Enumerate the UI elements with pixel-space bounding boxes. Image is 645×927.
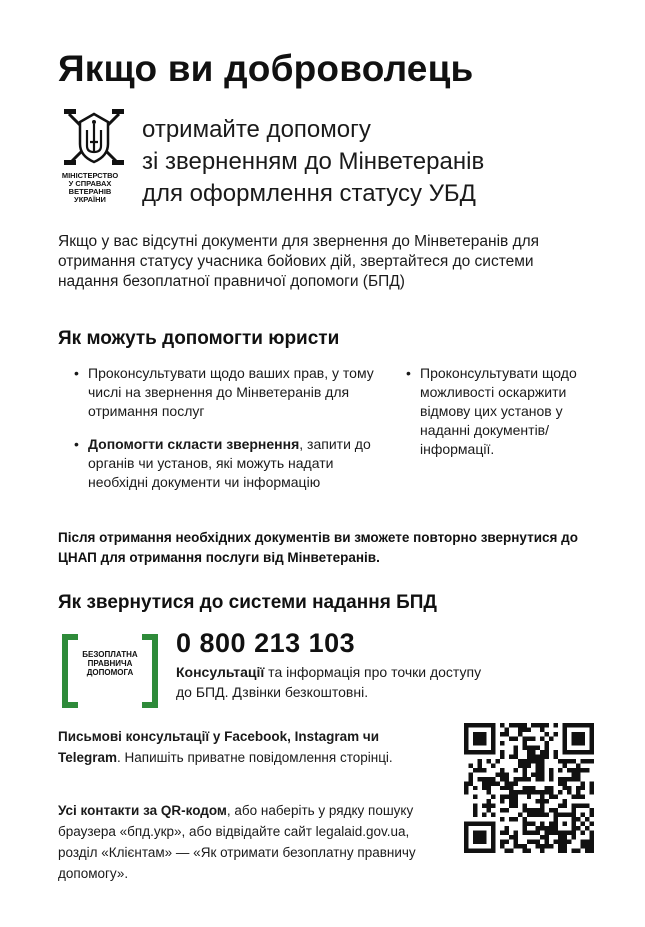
main-title: Якщо ви доброволець [58, 48, 474, 89]
list-item-text: , запити до органів чи установ, які можуть надати необхідні документи чи інформацію [88, 436, 371, 490]
logo-line: ПРАВНИЧА [87, 659, 133, 668]
ministry-logo [55, 108, 137, 204]
subtitle-line: зі зверненням до Мінветеранів [142, 148, 485, 175]
bpd-heading: Як звернутися до системи надання БПД [58, 592, 437, 613]
list-item-bold: Допомогти скласти звернення [88, 436, 300, 452]
contacts-bold: Усі контакти за QR-кодом [58, 803, 227, 818]
qr-code-icon[interactable] [464, 723, 594, 853]
contacts-paragraph [58, 800, 438, 884]
legal-aid-logo [62, 634, 158, 700]
list-item: • Проконсультувати щодо можливості оскаржити відмову цих установ у наданні документів/інформації. [406, 364, 606, 459]
hotline-description [176, 662, 496, 702]
trident-emblem-icon [63, 108, 125, 168]
logo-line: БЕЗОПЛАТНА [82, 650, 138, 659]
subtitle-line: отримайте допомогу [142, 116, 371, 143]
written-consultations-bold: Письмові консультації у Facebook, Instagram чи Telegram [58, 729, 380, 765]
list-item [74, 435, 374, 492]
list-item: • Проконсультувати щодо ваших прав, у тому числі на звернення до Мінветеранів для отримання послуг [74, 364, 374, 421]
logo-line: ДОПОМОГА [86, 668, 134, 677]
after-docs-note: Після отримання необхідних документів ви зможете повторно звернутися до ЦНАП для отримання послуги від Мінветеранів. [58, 530, 578, 565]
contacts-text: , або наберіть у рядку пошуку браузера «бпд.укр», або відвідайте сайт legalaid.gov.ua, розділ «Клієнтам» — «Як отримати безоплатну правничу допомогу». [58, 803, 416, 881]
subtitle [142, 114, 484, 210]
hotline-description-bold: Консультації [176, 664, 265, 680]
ministry-name-line: МІНІСТЕРСТВО [61, 171, 119, 180]
ministry-name-line: УКРАЇНИ [74, 195, 106, 204]
hotline-phone[interactable]: 0 800 213 103 [176, 628, 356, 658]
written-consultations [58, 726, 418, 768]
legal-aid-logo-text [70, 650, 150, 677]
ministry-name-line: У СПРАВАХ [68, 179, 112, 188]
lawyers-heading: Як можуть допомогти юристи [58, 328, 340, 349]
intro-paragraph: Якщо у вас відсутні документи для звернення до Мінветеранів для отримання статусу учасника бойових дій, звертайтеся до системи надання безоплатної правничої допомоги (БПД) [58, 233, 540, 290]
ministry-name-line: ВЕТЕРАНІВ [68, 187, 112, 196]
subtitle-line: для оформлення статусу УБД [142, 180, 476, 207]
hotline-description-text: та інформація про точки доступу до БПД. Дзвінки безкоштовні. [176, 664, 482, 700]
written-consultations-text: . Напишіть приватне повідомлення сторінці. [117, 750, 393, 765]
ministry-name [55, 172, 125, 204]
lawyers-list-right [406, 364, 606, 473]
lawyers-list-left [74, 364, 374, 506]
